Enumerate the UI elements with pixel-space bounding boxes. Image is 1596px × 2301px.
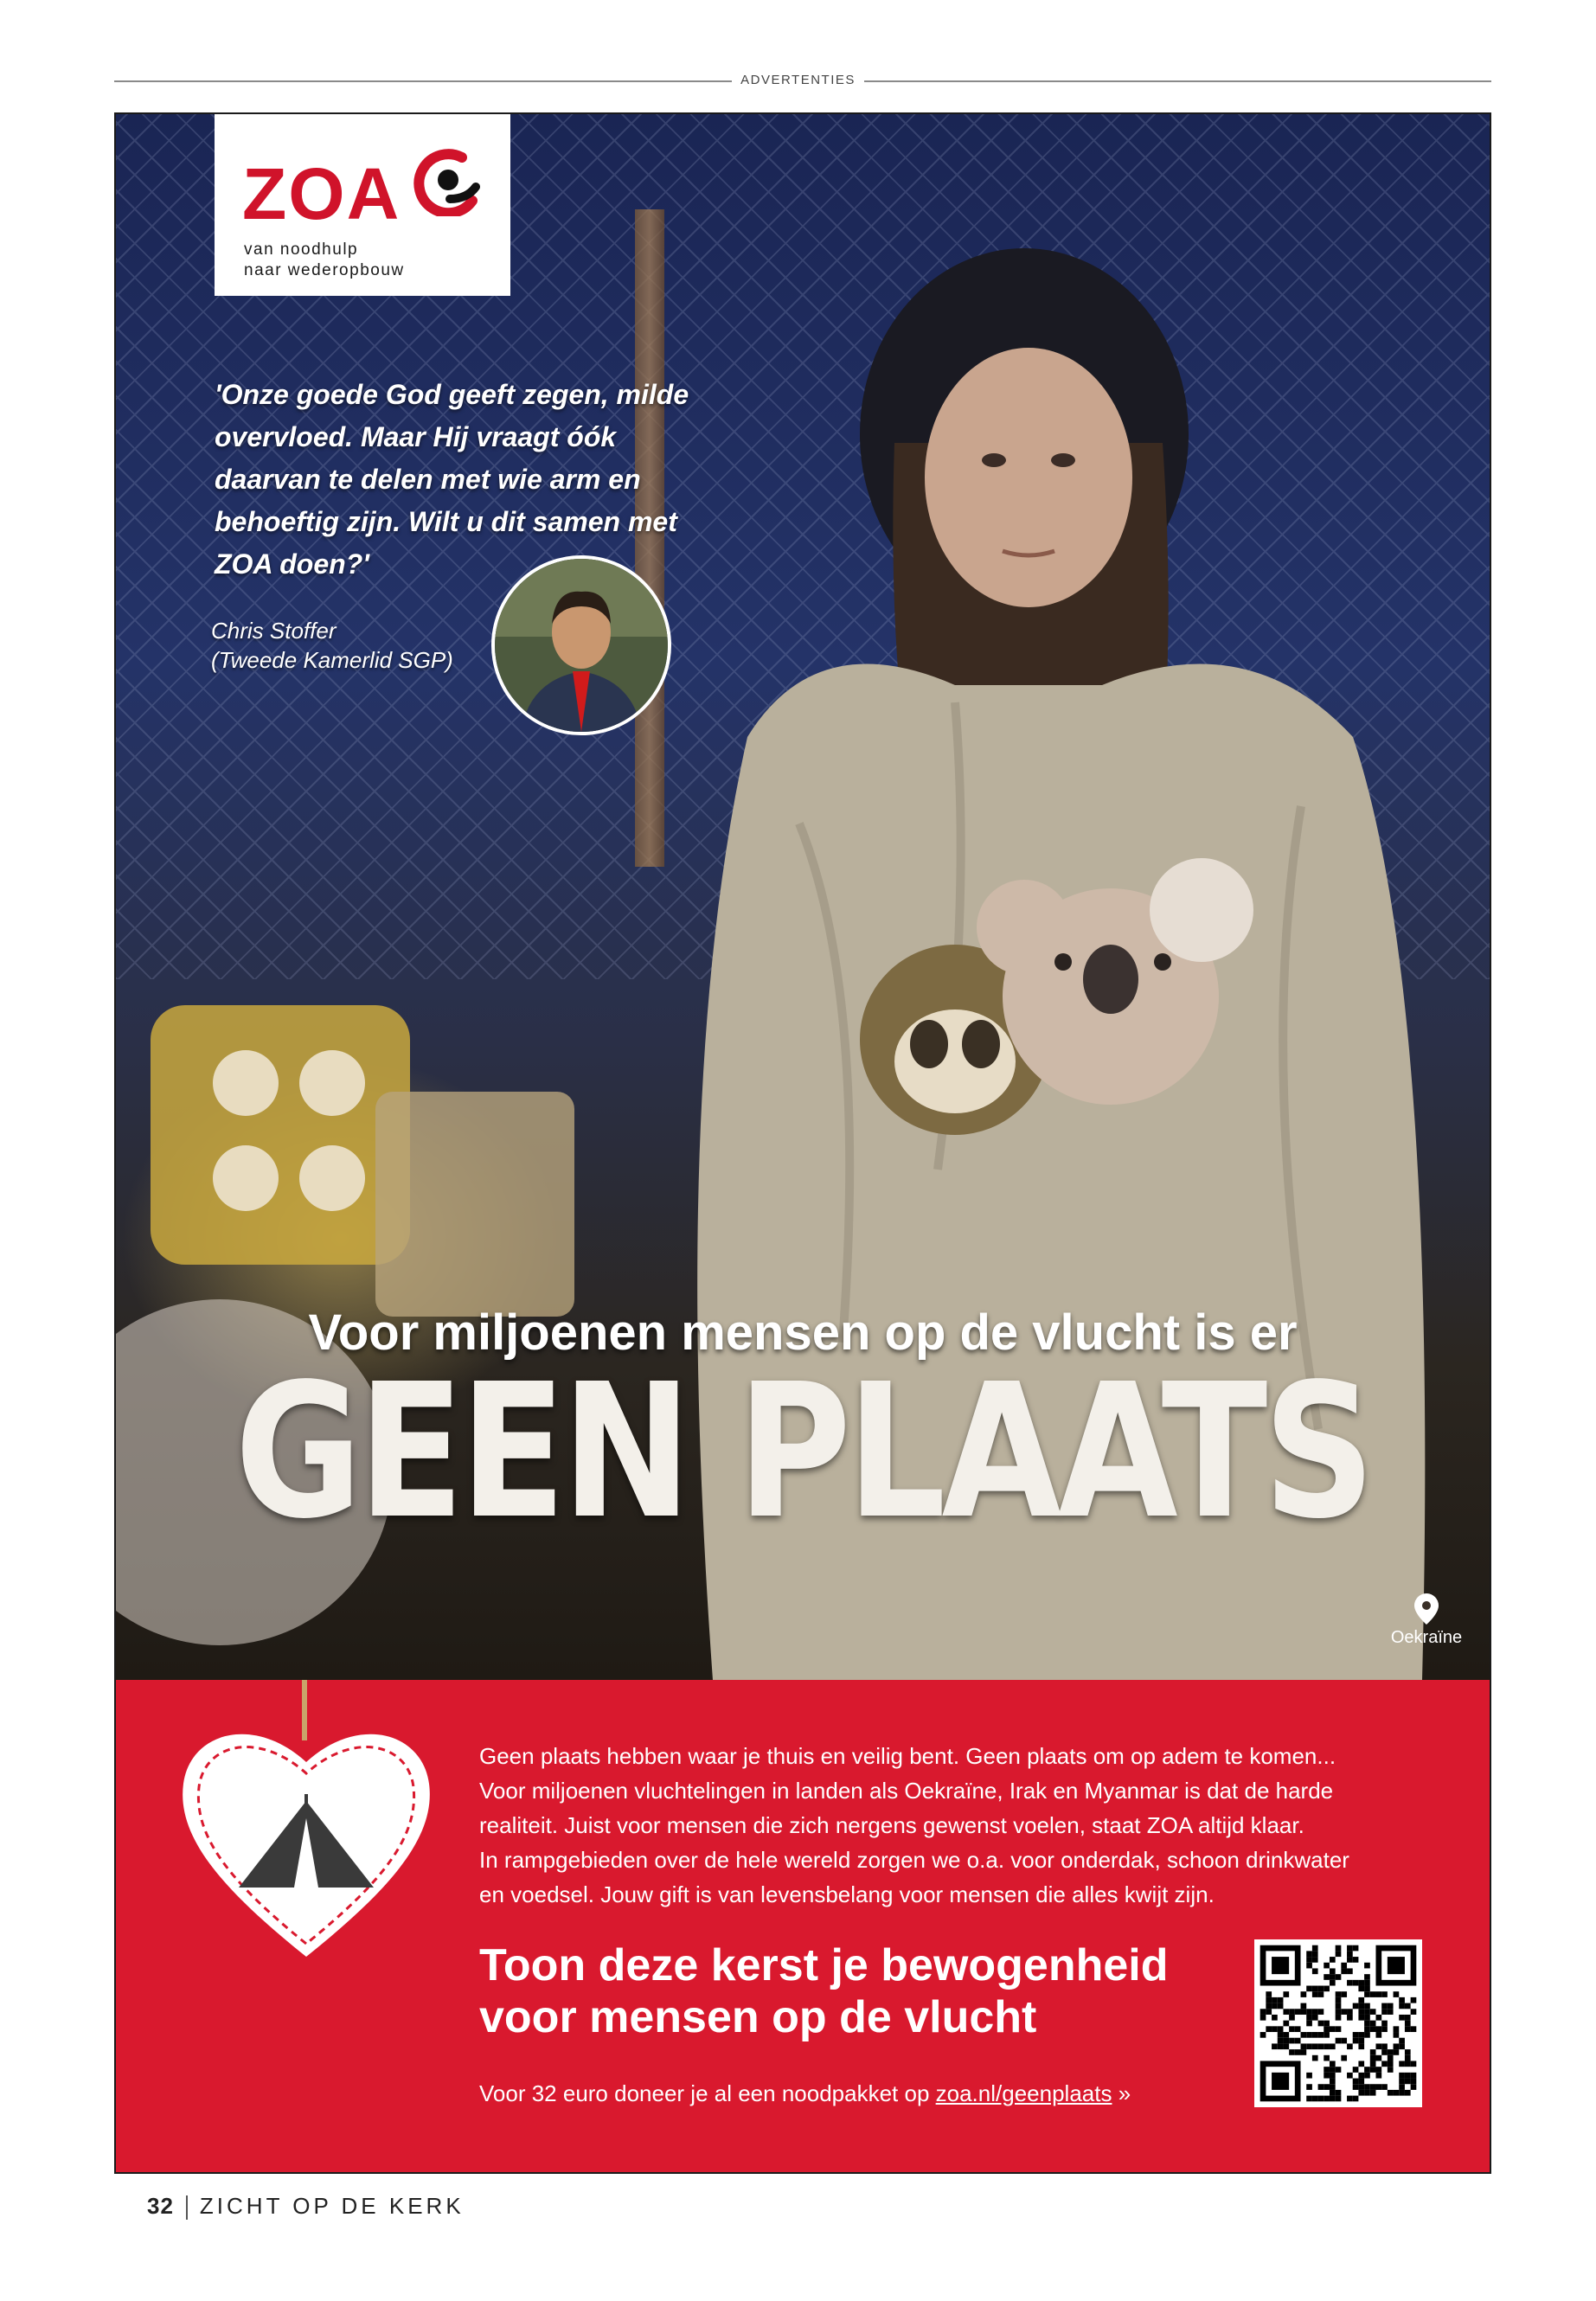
location-pin-icon [1414,1593,1439,1625]
author-portrait [491,555,671,735]
page-footer [147,2193,465,2220]
body-text: Geen plaats hebben waar je thuis en veilig bent. Geen plaats om op adem te komen... Voor miljoenen vluchtelingen in landen als Oekraïne, Irak en Myanmar is dat de harde realiteit. Juist voor mensen die zich nergens gewenst voelen, staat ZOA altijd klaar. In rampgebieden over de hele wereld zorgen we o.a. voor onderdak, schoon drinkwater en voedsel. Jouw gift is van levensbelang voor mensen die alles kwijt zijn. [479,1743,1349,1907]
donate-link[interactable]: zoa.nl/geenplaats [935,2080,1112,2106]
heart-tent-icon [168,1680,445,1965]
logo-wordmark: ZOA [242,153,401,234]
page-number: 32 [147,2193,174,2219]
zoa-logo [215,114,510,296]
qr-code-icon [1254,1939,1422,2107]
quote-author: Chris Stoffer (Tweede Kamerlid SGP) [211,618,453,673]
hero-photo [116,114,1490,1680]
logo-tagline: van noodhulp naar wederopbouw [244,240,405,279]
publication-name: ZICHT OP DE KERK [199,2193,465,2219]
info-panel [116,1680,1490,2172]
endorsement-quote: 'Onze goede God geeft zegen, milde overvloed. Maar Hij vraagt óók daarvan te delen met wie arm en behoeftig zijn. Wilt u dit samen met ZOA doen?' [215,379,689,580]
advertisement [114,112,1491,2174]
big-headline: GEEN PLAATS [234,1344,1371,1560]
cta-heading: Toon deze kerst je bewogenheid voor mensen op de vlucht [479,1940,1169,2042]
footer-divider [186,2195,188,2220]
section-label: ADVERTENTIES [0,73,1596,87]
zoa-logo-icon [412,147,481,216]
location-marker: Oekraïne [1362,1593,1490,1648]
donate-line: Voor 32 euro doneer je al een noodpakket op zoa.nl/geenplaats » [479,2080,1131,2106]
headline: Voor miljoenen mensen op de vlucht is er [308,1304,1298,1361]
qr-code[interactable] [1254,1939,1422,2107]
